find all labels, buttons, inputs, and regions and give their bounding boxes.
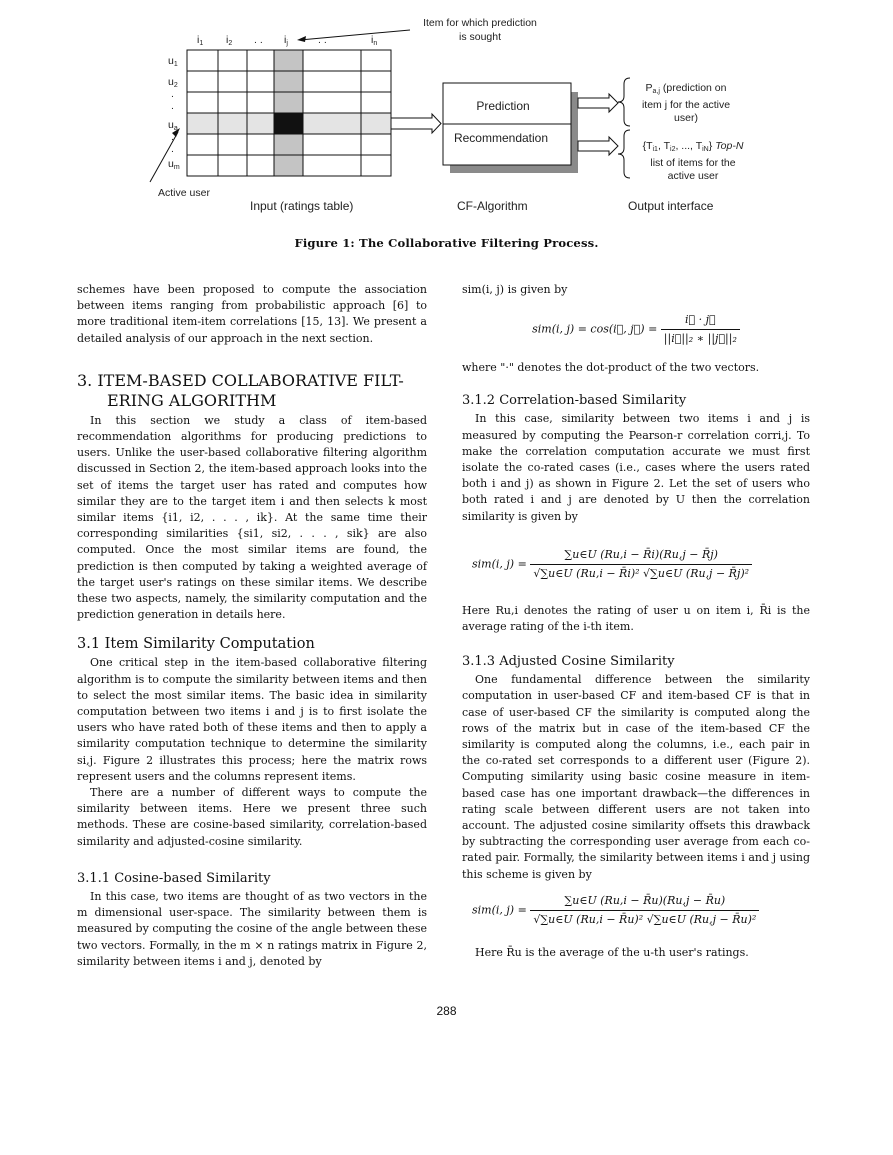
page-number: 288	[436, 1004, 457, 1018]
row-label-ua: $u_a$	[168, 119, 178, 132]
active-user-label: Active user	[158, 187, 210, 199]
paragraph-dot-product: where "·" denotes the dot-product of the two vectors.	[462, 361, 760, 375]
paragraph-rating-def: Here Ru,i denotes the rating of user u on item i, R̄i is the average rating of the i-th item.	[462, 603, 810, 634]
paragraph-sim-given: sim(i, j) is given by	[462, 283, 568, 296]
row-arrow	[391, 114, 441, 133]
algorithm-label: CF-Algorithm	[457, 199, 528, 213]
subsection-heading-3-1-3: 3.1.3 Adjusted Cosine Similarity	[462, 654, 675, 670]
row-label-um: $u_m$	[168, 158, 180, 171]
row-label-u1: $u_1$	[168, 55, 178, 68]
item-note: Item for which prediction is sought	[423, 17, 537, 43]
row-label-dot1: .	[171, 88, 174, 100]
left-column	[77, 282, 427, 970]
right-column	[462, 282, 810, 961]
input-label: Input (ratings table)	[250, 199, 354, 213]
subsection-heading-3-1-1: 3.1.1 Cosine-based Similarity	[77, 870, 271, 886]
output-arrows	[578, 94, 618, 155]
figure-collaborative-filtering	[0, 0, 893, 260]
paragraph-user-average: Here R̄u is the average of the u-th user's ratings.	[475, 945, 749, 959]
col-label-ij: $i_j$	[284, 34, 288, 47]
equation-cosine: sim(i, j) = cos(i⃗, j⃗) = $\frac{i⃗ \cdot j⃗}{\text{||i⃗||₂ ∗ ||j⃗||₂}}$	[462, 312, 810, 352]
output-prediction: $P_{a,j}$ (prediction on item j for the active user)	[641, 82, 731, 124]
paragraph-section3: In this section we study a class of item-based recommendation algorithms for producing predictions to users. Unlike the user-based collaborative filtering algorithm discussed in Section 2, the item-based approach looks into the set of items the target user has rated and computes how similar they are to the target item i and then selects k most similar items {i1, i2, . . . , ik}. At the same time their corresponding similarities {si1, si2, . . . , sik} are also computed. Once the most similar items are found, the prediction is then computed by taking a weighted average of the target user's ratings on these similar items. We describe these two aspects, namely, the similarity computation and the prediction generation in details here.	[77, 413, 427, 622]
item-pointer-head	[297, 36, 306, 42]
paragraph-3-1-1: In this case, two items are thought of as two vectors in the m dimensional user-space. The similarity between them is measured by computing the cosine of the angle between these two vectors. Formally, in the m × n ratings matrix in Figure 2, similarity between items i and j, denoted by	[77, 889, 427, 968]
recommendation-label: Recommendation	[453, 131, 549, 145]
paragraph-3-1-b: There are a number of different ways to compute the similarity between items. Here we present three such methods. These are cosine-based similarity, correlation-based similarity and adjusted-cosine similarity.	[77, 786, 427, 848]
equation-correlation: sim(i, j) = $\frac{\sum u\in U (Ru,i - R̄i)(Ru,j - R̄j)}{\text{√∑u∈U (Ru,i − R̄i)² √∑u∈U (Ru,j − R̄j)²}}$	[462, 547, 810, 591]
paragraph-intro: schemes have been proposed to compute the association between items ranging from probabilistic approach [6] to more traditional item-item correlations [15, 13]. We present a detailed analysis of our approach in the next section.	[77, 283, 427, 345]
paragraph-3-1-3: One fundamental difference between the similarity computation in user-based CF and item-based CF is that in case of user-based CF the similarity is computed along the rows of the matrix but in case of the item-based CF the similarity is computed along the columns, i.e., each pair in the co-rated set corresponds to a different user (Figure 2). Computing similarity using basic cosine measure in item-based case has one important drawback—the differences in rating scale between different users are not taken into account. The adjusted cosine similarity offsets this drawback by subtracting the corresponding user average from each co-rated pair. Formally, the similarity between items i and j using this scheme is given by	[462, 673, 810, 881]
row-label-dot2: .	[171, 100, 174, 112]
row-label-u2: $u_2$	[168, 76, 178, 89]
subsection-heading-3-1-2: 3.1.2 Correlation-based Similarity	[462, 393, 687, 409]
col-label-in: $i_n$	[371, 34, 378, 47]
subsection-heading-3-1: 3.1 Item Similarity Computation	[77, 636, 315, 653]
ratings-grid	[187, 50, 391, 176]
col-label-dots1: . .	[254, 34, 263, 46]
output-topn: {$T_{i1}$, $T_{i2}$, ..., $T_{iN}$} Top-N list of items for the active user	[642, 140, 744, 182]
output-label: Output interface	[628, 199, 714, 213]
col-label-i2: $i_2$	[226, 34, 233, 47]
figure-caption: Figure 1: The Collaborative Filtering Process.	[294, 236, 599, 250]
item-pointer-line	[300, 30, 410, 40]
paragraph-3-1-a: One critical step in the item-based collaborative filtering algorithm is to compute the similarity between items and then to select the most similar items. The basic idea in similarity computation between two items i and j is to first isolate the users who have rated both of these items and then to apply a similarity computation technique to determine the similarity si,j. Figure 2 illustrates this process; here the matrix rows represent users and the columns represent items.	[77, 656, 427, 783]
row-label-dot3: .	[171, 131, 174, 143]
target-cell	[274, 113, 303, 134]
paragraph-3-1-2: In this case, similarity between two items i and j is measured by computing the Pearson-r correlation corri,j. To make the correlation computation accurate we must first isolate the co-rated cases (i.e., cases where the users rated both i and j) as shown in Figure 2. Let the set of users who both rated i and j are denoted by U then the correlation similarity is given by	[462, 412, 810, 523]
row-label-dot4: .	[171, 143, 174, 155]
brace-prediction	[618, 78, 630, 126]
prediction-label: Prediction	[476, 99, 530, 113]
col-label-i1: $i_1$	[197, 34, 204, 47]
section-heading-3: 3. ITEM-BASED COLLABORATIVE FILT- ERING ALGORITHM	[77, 370, 404, 410]
col-label-dots2: . .	[318, 34, 327, 46]
equation-adjusted-cosine: sim(i, j) = $\frac{\sum u\in U (Ru,i - R̄u)(Ru,j - R̄u)}{\text{√∑u∈U (Ru,i − R̄u)² √∑u∈U (Ru,j − R̄u)²}}$	[462, 893, 810, 937]
